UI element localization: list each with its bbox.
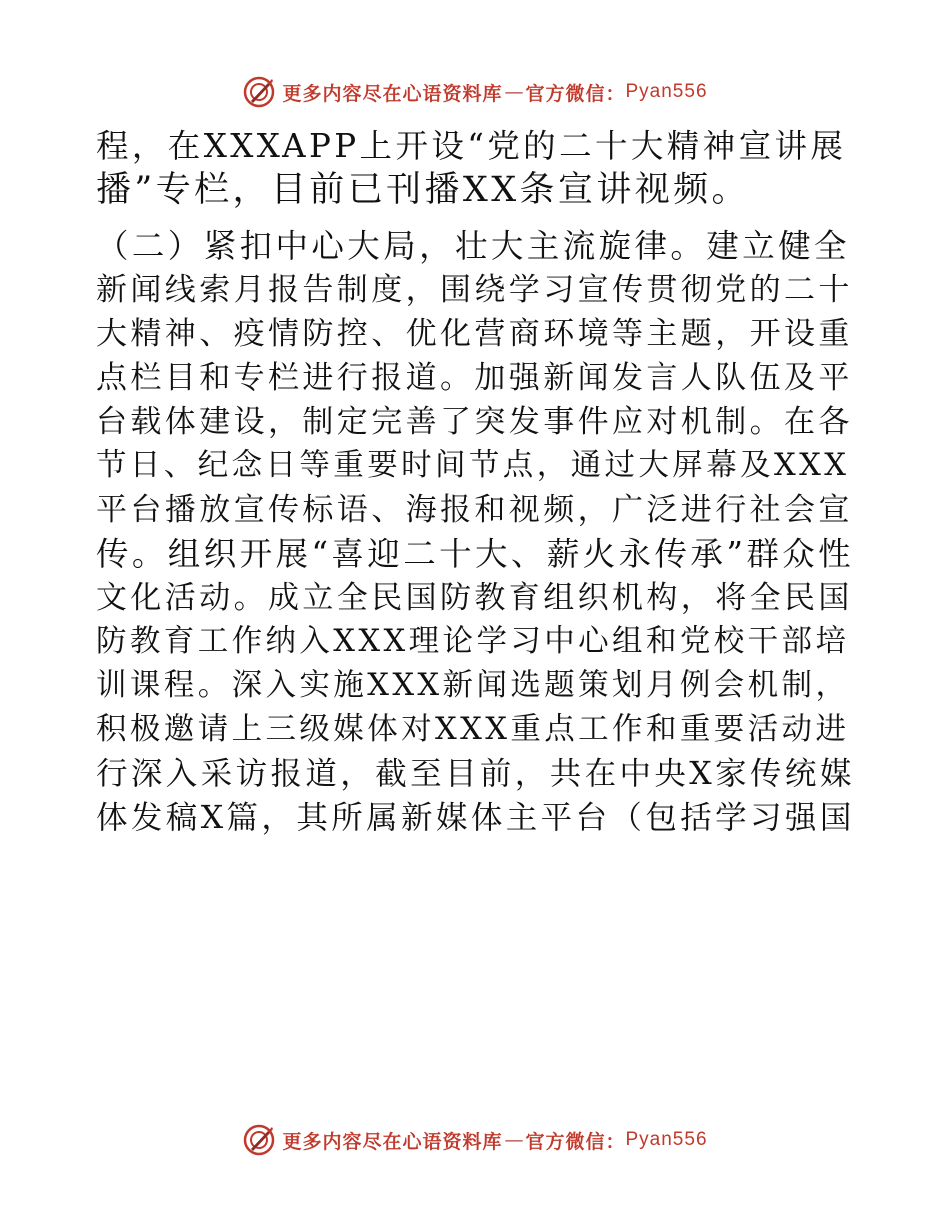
header-watermark	[0, 72, 950, 112]
watermark-official-label: 官方微信：	[525, 1130, 626, 1153]
watermark-dash: —	[504, 1129, 524, 1151]
watermark-official-label: 官方微信：	[525, 82, 626, 105]
text-line: 播”专栏，目前已刊播XX条宣讲视频。	[96, 170, 750, 210]
text-line: 节日、纪念日等重要时间节点，通过大屏幕及XXX	[96, 448, 850, 483]
watermark-dash: —	[504, 81, 524, 103]
text-line: 新闻线索月报告制度，围绕学习宣传贯彻党的二十	[96, 272, 853, 308]
text-line: 程，在XXXAPP上开设“党的二十大精神宣讲展	[96, 127, 847, 165]
text-line: 点栏目和专栏进行报道。加强新闻发言人队伍及平	[96, 360, 853, 396]
watermark-wechat-id: Pyan556	[625, 1129, 708, 1150]
watermark-brand-text: 更多内容尽在心语资料库	[282, 82, 503, 105]
watermark-wechat-id: Pyan556	[625, 81, 708, 102]
text-line: 文化活动。成立全民国防教育组织机构，将全民国	[96, 580, 853, 616]
text-line: 大精神、疫情防控、优化营商环境等主题，开设重	[96, 316, 853, 352]
text-line: 台载体建设，制定完善了突发事件应对机制。在各	[96, 404, 853, 440]
text-line: 训课程。深入实施XXX新闻选题策划月例会机制，	[96, 668, 850, 703]
text-line: 行深入采访报道，截至目前，共在中央X家传统媒	[96, 756, 855, 792]
document-body	[96, 124, 856, 840]
brand-logo-icon	[242, 1123, 276, 1157]
text-line: 传。组织开展“喜迎二十大、薪火永传承”群众性	[96, 535, 855, 573]
text-line: 积极邀请上三级媒体对XXX重点工作和重要活动进	[96, 712, 850, 747]
text-line: 体发稿X篇，其所属新媒体主平台（包括学习强国	[96, 800, 855, 836]
text-line: 防教育工作纳入XXX理论学习中心组和党校干部培	[96, 624, 850, 659]
text-line: 平台播放宣传标语、海报和视频，广泛进行社会宣	[96, 492, 853, 528]
brand-logo-icon	[242, 75, 276, 109]
footer-watermark	[0, 1120, 950, 1160]
watermark-brand-text: 更多内容尽在心语资料库	[282, 1130, 503, 1153]
section-heading-line: （二）紧扣中心大局，壮大主流旋律。建立健全	[96, 227, 850, 265]
